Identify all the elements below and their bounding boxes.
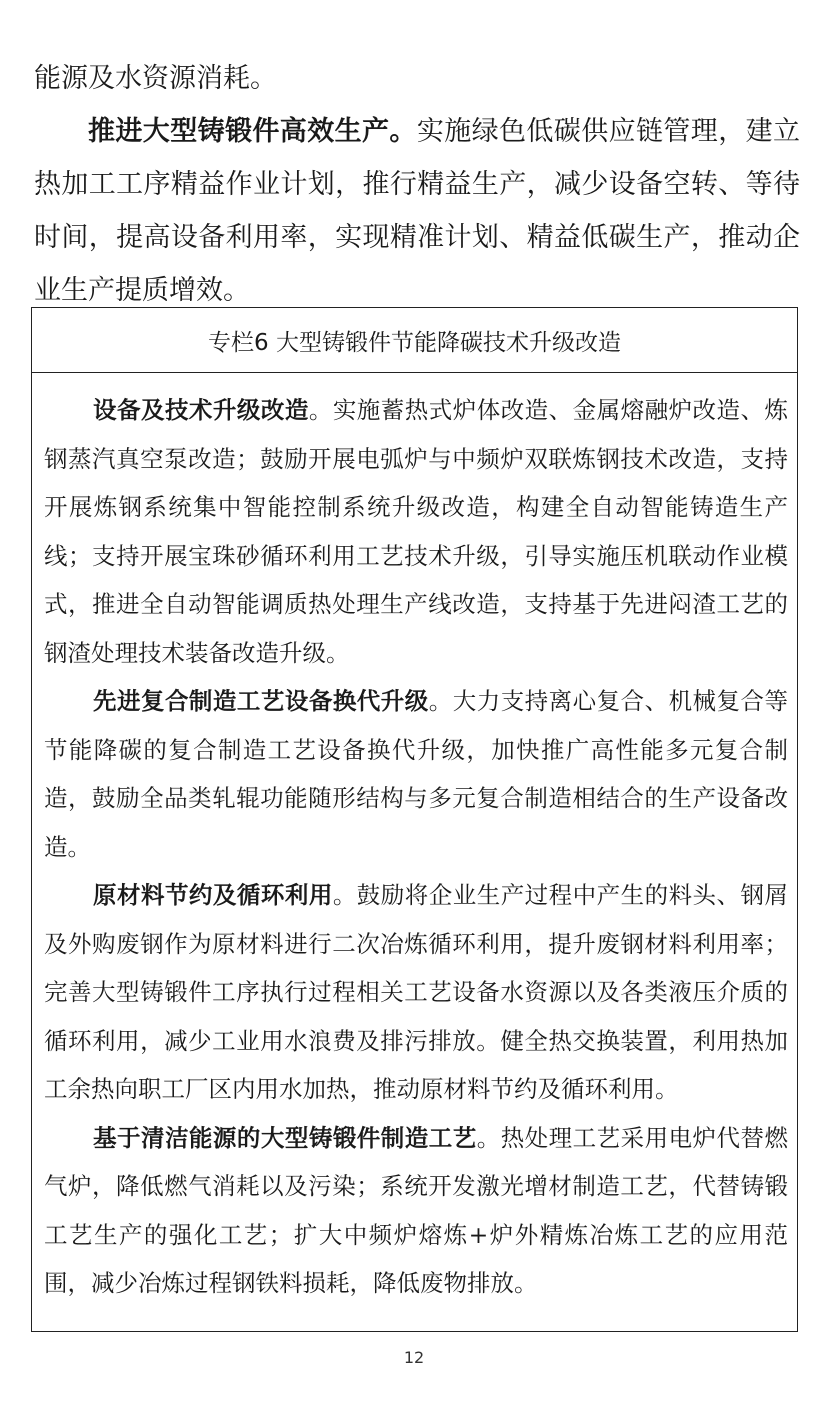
- item-heading: 基于清洁能源的大型铸锻件制造工艺: [93, 1123, 477, 1152]
- paragraph-heading: 推进大型铸锻件高效生产。: [88, 116, 417, 147]
- intro-paragraph: [34, 105, 800, 317]
- item-text: 。热处理工艺采用电炉代替燃气炉，降低燃气消耗以及污染；系统开发激光增材制造工艺，代替铸锻工艺生产的强化工艺；扩大中频炉熔炼+炉外精炼冶炼工艺的应用范围，减少冶炼过程钢铁料损耗，降低废物排放。: [44, 1123, 789, 1297]
- item-text: 。大力支持离心复合、机械复合等节能降碳的复合制造工艺设备换代升级，加快推广高性能多元复合制造，鼓励全品类轧辊功能随形结构与多元复合制造相结合的生产设备改造。: [44, 687, 788, 861]
- column-box: [31, 307, 798, 1332]
- page-number: 12: [403, 1348, 425, 1367]
- item-heading: 设备及技术升级改造: [93, 396, 309, 424]
- item-text: 。实施蓄热式炉体改造、金属熔融炉改造、炼钢蒸汽真空泵改造；鼓励开展电弧炉与中频炉双联炼钢技术改造，支持开展炼钢系统集中智能控制系统升级改造，构建全自动智能铸造生产线；支持开展宝珠砂循环利用工艺技术升级，引导实施压机联动作业模式，推进全自动智能调质热处理生产线改造，支持基于先进闷渣工艺的钢渣处理技术装备改造升级。: [44, 396, 789, 667]
- column-body: [32, 373, 797, 1308]
- item-heading: 原材料节约及循环利用: [93, 881, 333, 909]
- paragraph-text: 实施绿色低碳供应链管理，建立热加工工序精益作业计划，推行精益生产，减少设备空转、等待时间，提高设备利用率，实现精准计划、精益低碳生产，推动企业生产提质增效。: [34, 116, 801, 306]
- item-text: 。鼓励将企业生产过程中产生的料头、钢屑及外购废钢作为原材料进行二次冶炼循环利用，提升废钢材料利用率；完善大型铸锻件工序执行过程相关工艺设备水资源以及各类液压介质的循环利用，减少工业用水浪费及排污排放。健全热交换装置，利用热加工余热向职工厂区内用水加热，推动原材料节约及循环利用。: [44, 881, 789, 1103]
- intro-line: 能源及水资源消耗。: [34, 63, 277, 94]
- column-item: [44, 677, 788, 871]
- column-title: 专栏6 大型铸锻件节能降碳技术升级改造: [32, 308, 797, 373]
- item-heading: 先进复合制造工艺设备换代升级: [93, 687, 429, 715]
- intro-section: [34, 52, 800, 317]
- column-item: [44, 386, 788, 677]
- column-item: [44, 871, 788, 1114]
- column-item: [44, 1114, 788, 1308]
